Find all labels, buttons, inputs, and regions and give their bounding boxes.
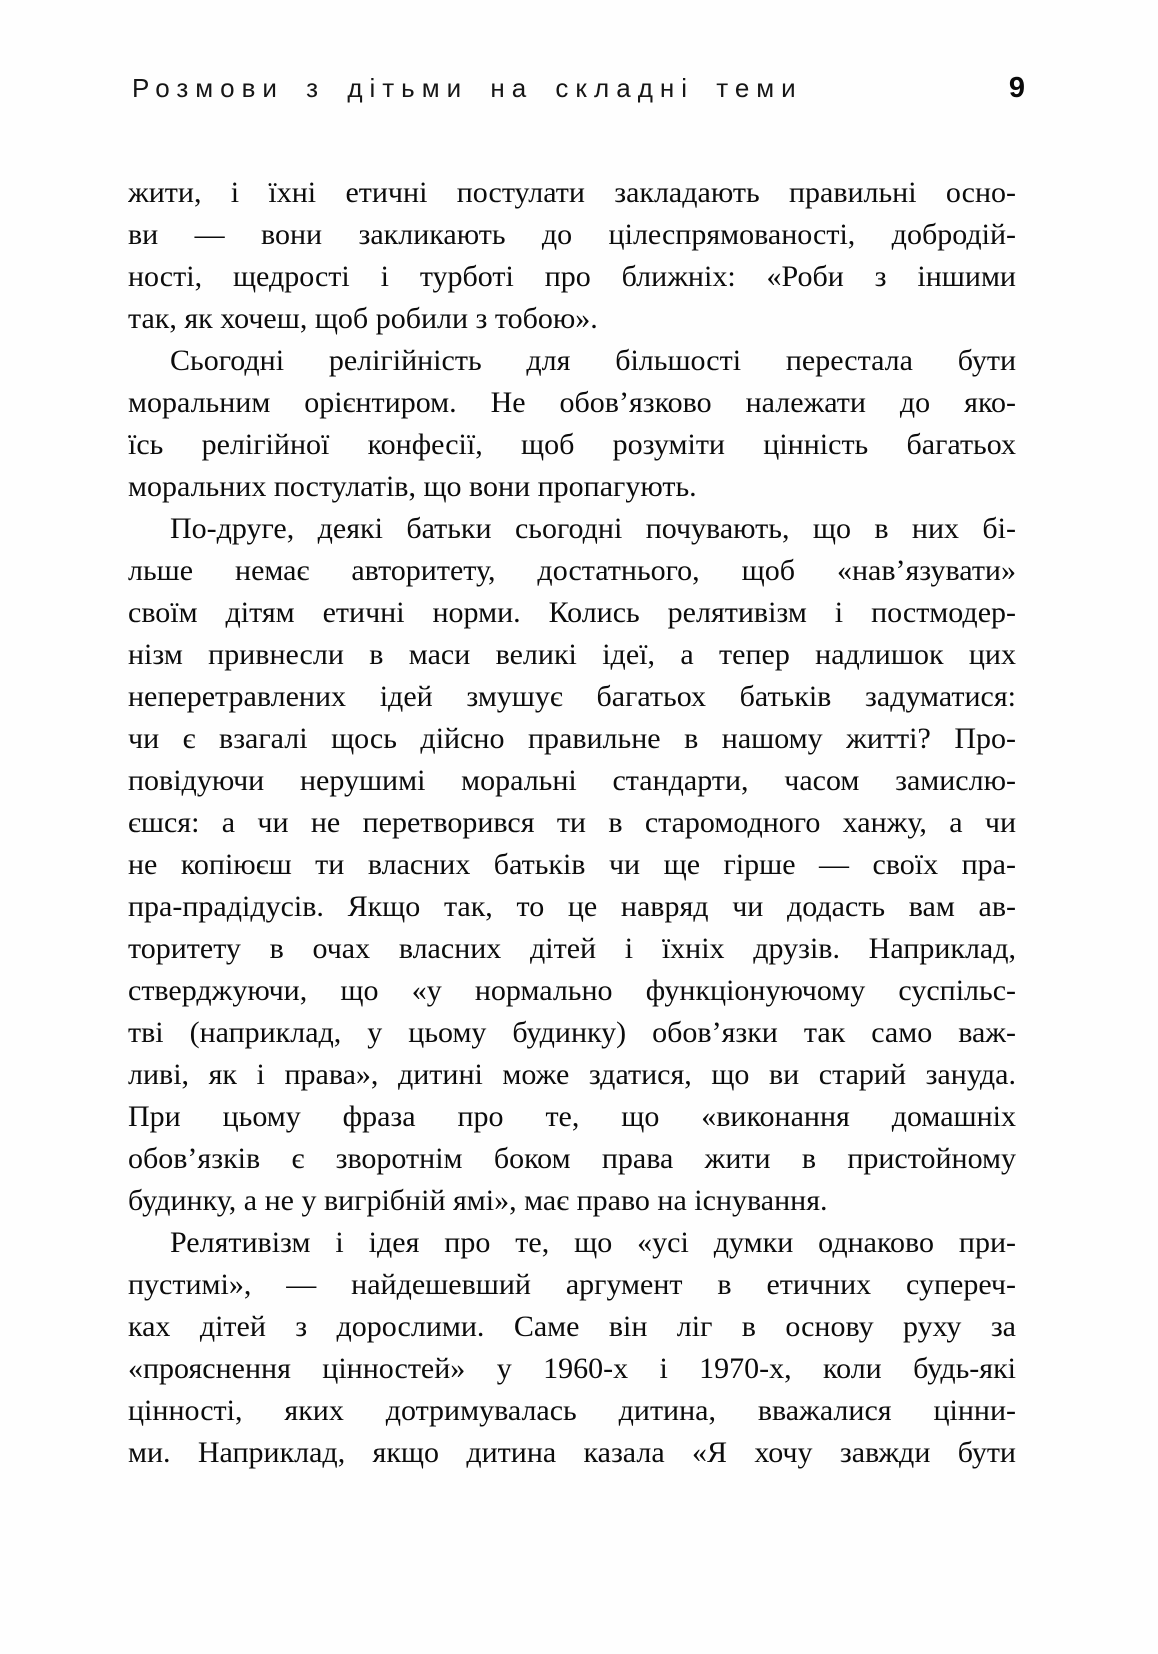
- text-line: будинку, а не у вигрібній ямі», має право на існування.: [128, 1184, 828, 1217]
- text-line: «прояснення цінностей» у 1960-х і 1970-х, коли будь-які: [128, 1352, 1016, 1385]
- text-line: своїм дітям етичні норми. Колись релятивізм і постмодер-: [128, 596, 1016, 629]
- text-line: повідуючи нерушимі моральні стандарти, часом замислю-: [128, 764, 1016, 797]
- text-line: Сьогодні релігійність для більшості перестала бути: [170, 344, 1016, 377]
- text-line: ливі, як і права», дитині може здатися, що ви старий зануда.: [128, 1058, 1016, 1091]
- text-line: обов’язків є зворотнім боком права жити в пристойному: [128, 1142, 1016, 1175]
- text-line: торитету в очах власних дітей і їхніх друзів. Наприклад,: [128, 932, 1016, 965]
- text-line: неперетравлених ідей змушує багатьох батьків задуматися:: [128, 680, 1016, 713]
- running-header: [132, 72, 1025, 105]
- text-line: нізм привнесли в маси великі ідеї, а тепер надлишок цих: [128, 638, 1016, 671]
- text-line: ви — вони закликають до цілеспрямованості, добродій-: [128, 218, 1016, 251]
- text-line: Релятивізм і ідея про те, що «усі думки однаково при-: [170, 1226, 1016, 1259]
- text-line: При цьому фраза про те, що «виконання домашніх: [128, 1100, 1016, 1133]
- text-line: цінності, яких дотримувалась дитина, вважалися цінни-: [128, 1394, 1016, 1427]
- text-line: моральних постулатів, що вони пропагують.: [128, 470, 697, 503]
- text-line: їсь релігійної конфесії, щоб розуміти цінність багатьох: [128, 428, 1016, 461]
- text-line: жити, і їхні етичні постулати закладають правильні осно-: [128, 176, 1016, 209]
- text-line: не копіюєш ти власних батьків чи ще гірше — своїх пра-: [128, 848, 1016, 881]
- text-line: льше немає авторитету, достатнього, щоб «нав’язувати»: [128, 554, 1016, 587]
- body-text: [128, 172, 1016, 1474]
- page-number: 9: [1008, 72, 1025, 104]
- text-line: єшся: а чи не перетворився ти в старомодного ханжу, а чи: [128, 806, 1016, 839]
- text-line: ках дітей з дорослими. Саме він ліг в основу руху за: [128, 1310, 1016, 1343]
- text-line: ності, щедрості і турботі про ближніх: «Роби з іншими: [128, 260, 1016, 293]
- text-line: По-друге, деякі батьки сьогодні почувають, що в них бі-: [170, 512, 1016, 545]
- text-line: так, як хочеш, щоб робили з тобою».: [128, 302, 598, 335]
- text-line: стверджуючи, що «у нормально функціонуючому суспільс-: [128, 974, 1016, 1007]
- text-line: ми. Наприклад, якщо дитина казала «Я хочу завжди бути: [128, 1436, 1016, 1469]
- text-line: чи є взагалі щось дійсно правильне в нашому житті? Про-: [128, 722, 1016, 755]
- text-line: пустимі», — найдешевший аргумент в етичних супереч-: [128, 1268, 1016, 1301]
- text-line: моральним орієнтиром. Не обов’язково належати до яко-: [128, 386, 1016, 419]
- header-title: Розмови з дітьми на складні теми: [132, 73, 803, 103]
- text-line: тві (наприклад, у цьому будинку) обов’язки так само важ-: [128, 1016, 1016, 1049]
- text-line: пра-прадідусів. Якщо так, то це навряд чи додасть вам ав-: [128, 890, 1016, 923]
